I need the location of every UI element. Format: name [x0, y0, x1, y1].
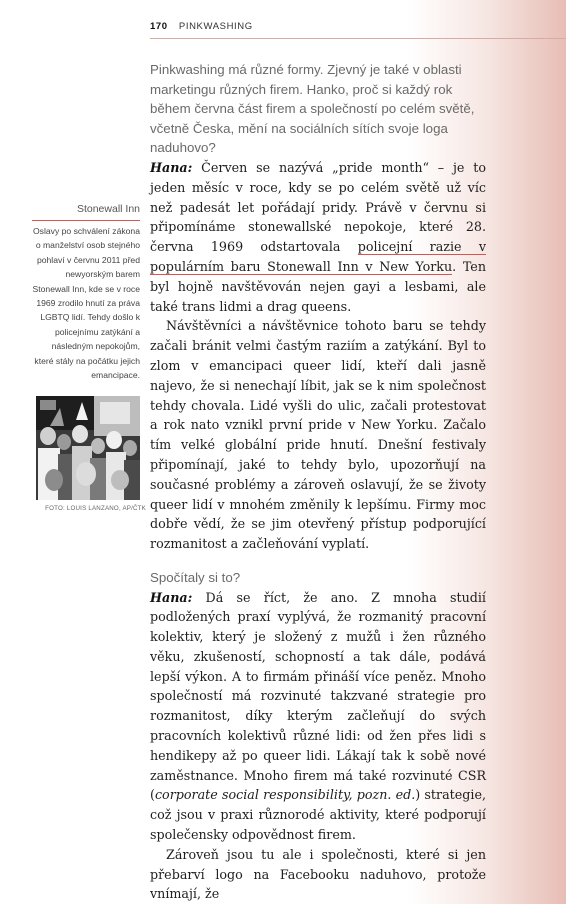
- speaker-label: Hana:: [150, 159, 193, 175]
- answer-1-text: Červen se nazývá „pride month“ – je to jeden měsíc v roce, kdy se po celém světě už víc než padesát let pořádají pridy. Právě v červnu si připomínáme stonewallské nepokoje, které 28. června 1969 odstartovala: [150, 159, 486, 255]
- answer-2-italic: corporate social responsibility, pozn. ed.: [154, 787, 416, 803]
- running-title: PINKWASHING: [178, 21, 253, 32]
- question-1: Pinkwashing má různé formy. Zjevný je také v oblasti marketingu různých firem. Hanko, proč si každý rok během června část firem a společností po celém světě, včetně Česka, mění na sociálních sítích svoje loga naduhovo?: [150, 62, 475, 156]
- sidebar-heading: Stonewall Inn: [32, 203, 140, 221]
- underlined-phrase: policejní razie v populárním baru Stonewall Inn v New Yorku: [150, 239, 486, 274]
- answer-1-text-end: . Ten byl hojně navštěvován nejen gayi a lesbami, ale také trans lidmi a drag queens.: [150, 258, 486, 314]
- crowd-photo-illustration: [36, 396, 140, 500]
- header-rule: [150, 38, 566, 39]
- crowd-photo: [36, 396, 140, 500]
- answer-1: [150, 158, 486, 316]
- answer-2: [150, 588, 486, 845]
- paragraph-2: Návštěvníci a návštěvnice tohoto baru se tehdy začali bránit velmi častým raziím a zatýkání. Byl to zlom v emancipaci queer lidí, kteří dali jasně najevo, že si nenechají líbit, jak se k nim společnost tehdy chovala. Lidé vyšli do ulic, začali protestovat a rok nato vznikl první pride v New Yorku. Začalo tím velké globální pride hnutí. Dnešní festivaly připomínají, jaké to tehdy bylo, upozorňují na současné problémy a zároveň oslavují, že se životy queer lidí v mnohém změnily k lepšímu. Firmy moc dobře vědí, že se jim otevřený přístup podporující rozmanitost a začleňování vyplatí.: [150, 318, 486, 552]
- main-text: [150, 60, 486, 904]
- photo-credit: FOTO: LOUIS LANZANO, AP/ČTK: [45, 505, 146, 512]
- answer-2-text-end: ) strategie, což jsou v praxi různorodé aktivity, které podporují společensky odpovědnost firem.: [150, 787, 486, 843]
- question-2: Spočítaly si to?: [150, 569, 241, 585]
- speaker-label-2: Hana:: [150, 589, 193, 605]
- paragraph-4: Zároveň jsou tu ale i společnosti, které si jen přebarví logo na Facebooku naduhovo, protože vnímají, že: [150, 846, 486, 902]
- page-number: 170: [150, 21, 168, 32]
- answer-2-text: Dá se říct, že ano. Z mnoha studií podložených praxí vyplývá, že rozmanitý pracovní kolektiv, který je složený z mužů i žen různého věku, zkušeností, schopností a tak dále, podává lepší výkon. A to firmám přináší více peněz. Mnoho společností má rozvinuté takzvané strategie pro rozmanitost, díky kterým začleňují do svých pracovních kolektivů různé lidi: od žen přes lidi s hendikepy až po queer lidi. Lákají tak k sobě nové zaměstnance. Mnoho firem má také rozvinuté CSR (: [150, 589, 486, 803]
- sidebar-caption: Oslavy po schválení zákona o manželství osob stejného pohlaví v červnu 2011 před newyorským barem Stonewall Inn, kde se v roce 1969 zrodilo hnutí za práva LGBTQ lidí. Tehdy došlo k policejnímu zatýkání a následným nepokojům, které stály na počátku jejich emancipace.: [32, 226, 140, 381]
- running-head: [150, 21, 253, 32]
